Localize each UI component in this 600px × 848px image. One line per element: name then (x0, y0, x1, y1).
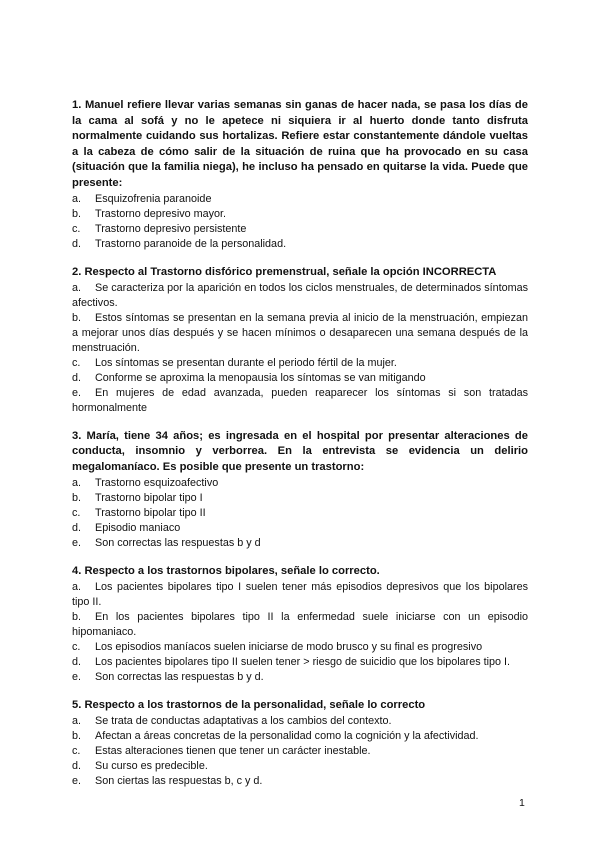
option-text: Estas alteraciones tienen que tener un carácter inestable. (95, 744, 371, 757)
option-text: Trastorno depresivo persistente (95, 222, 247, 235)
answer-option (72, 237, 528, 252)
question-4 (72, 564, 528, 685)
answer-option (72, 521, 528, 536)
answer-option (72, 670, 528, 685)
answer-option (72, 640, 528, 655)
option-text: Afectan a áreas concretas de la personalidad como la cognición y la afectividad. (95, 729, 479, 742)
document-page (72, 98, 528, 802)
option-text: Conforme se aproxima la menopausia los síntomas se van mitigando (95, 371, 426, 384)
option-letter: c. (72, 356, 81, 369)
question-stem: 1. Manuel refiere llevar varias semanas sin ganas de hacer nada, se pasa los días de la cama al sofá y no le apetece ni siquiera ir al huerto donde tanto disfruta normalmente cuidando sus hortalizas. Refiere estar constantemente dándole vueltas a la cabeza de cómo salir de la situación de ruina que ha provocado en su casa (situación que la familia niega), he incluso ha pensado en quitarse la vida. Puede que presente: (72, 99, 528, 189)
answer-option (72, 506, 528, 521)
option-letter: c. (72, 222, 81, 235)
answer-option (72, 655, 528, 670)
option-letter: d. (72, 655, 82, 668)
option-letter: e. (72, 774, 82, 787)
question-stem: 3. María, tiene 34 años; es ingresada en el hospital por presentar alteraciones de conducta, insomnio y verborrea. En la entrevista se evidencia un delirio megalomaníaco. Es posible que presente un trastorno: (72, 429, 528, 473)
option-text: Son correctas las respuestas b y d. (95, 670, 264, 683)
option-text: Esquizofrenia paranoide (95, 192, 212, 205)
option-letter: b. (72, 729, 82, 742)
option-text: Los episodios maníacos suelen iniciarse de modo brusco y su final es progresivo (95, 640, 483, 653)
option-letter: d. (72, 521, 82, 534)
option-letter: e. (72, 536, 82, 549)
option-text: Los pacientes bipolares tipo II suelen tener > riesgo de suicidio que los bipolares tipo I. (95, 655, 511, 668)
option-letter: a. (72, 580, 82, 593)
option-text: Trastorno bipolar tipo I (95, 491, 203, 504)
answer-option (72, 192, 528, 207)
answer-option (72, 386, 528, 416)
option-text: Los síntomas se presentan durante el periodo fértil de la mujer. (95, 356, 397, 369)
option-text: Son ciertas las respuestas b, c y d. (95, 774, 263, 787)
answer-option (72, 714, 528, 729)
option-letter: c. (72, 506, 81, 519)
option-letter: a. (72, 281, 82, 294)
question-stem: 5. Respecto a los trastornos de la personalidad, señale lo correcto (72, 698, 426, 711)
option-letter: a. (72, 714, 82, 727)
option-letter: c. (72, 744, 81, 757)
option-text: En los pacientes bipolares tipo II la enfermedad suele iniciarse con un episodio hipomaniaco. (72, 610, 528, 638)
option-letter: a. (72, 476, 82, 489)
option-text: Trastorno depresivo mayor. (95, 207, 227, 220)
answer-option (72, 744, 528, 759)
answer-option (72, 729, 528, 744)
answer-option (72, 580, 528, 610)
answer-option (72, 774, 528, 789)
option-text: Trastorno esquizoafectivo (95, 476, 219, 489)
answer-option (72, 491, 528, 506)
question-stem: 2. Respecto al Trastorno disfórico premenstrual, señale la opción INCORRECTA (72, 265, 497, 278)
option-letter: d. (72, 759, 82, 772)
option-letter: b. (72, 207, 82, 220)
question-1 (72, 98, 528, 252)
option-letter: d. (72, 371, 82, 384)
answer-option (72, 476, 528, 491)
question-5 (72, 698, 528, 789)
option-letter: b. (72, 610, 82, 623)
option-text: Los pacientes bipolares tipo I suelen tener más episodios depresivos que los bipolares tipo II. (72, 580, 528, 608)
option-text: En mujeres de edad avanzada, pueden reaparecer los síntomas si son tratadas hormonalmente (72, 386, 528, 414)
answer-option (72, 222, 528, 237)
option-letter: a. (72, 192, 82, 205)
option-letter: e. (72, 670, 82, 683)
question-3 (72, 429, 528, 551)
option-text: Estos síntomas se presentan en la semana previa al inicio de la menstruación, empiezan a mejorar unos días después y se hacen mínimos o desaparecen una semana después de la menstruación. (72, 311, 528, 354)
option-text: Se caracteriza por la aparición en todos los ciclos menstruales, de determinados síntomas afectivos. (72, 281, 528, 309)
option-letter: e. (72, 386, 82, 399)
option-letter: c. (72, 640, 81, 653)
option-text: Su curso es predecible. (95, 759, 208, 772)
answer-option (72, 281, 528, 311)
option-text: Son correctas las respuestas b y d (95, 536, 261, 549)
option-letter: b. (72, 491, 82, 504)
question-stem: 4. Respecto a los trastornos bipolares, señale lo correcto. (72, 564, 380, 577)
option-text: Episodio maniaco (95, 521, 181, 534)
option-text: Trastorno paranoide de la personalidad. (95, 237, 287, 250)
option-text: Trastorno bipolar tipo II (95, 506, 206, 519)
answer-option (72, 371, 528, 386)
option-letter: d. (72, 237, 82, 250)
answer-option (72, 759, 528, 774)
answer-option (72, 356, 528, 371)
option-letter: b. (72, 311, 82, 324)
answer-option (72, 207, 528, 222)
answer-option (72, 610, 528, 640)
question-2 (72, 265, 528, 416)
answer-option (72, 311, 528, 356)
page-number: 1 (519, 797, 525, 809)
answer-option (72, 536, 528, 551)
option-text: Se trata de conductas adaptativas a los cambios del contexto. (95, 714, 392, 727)
